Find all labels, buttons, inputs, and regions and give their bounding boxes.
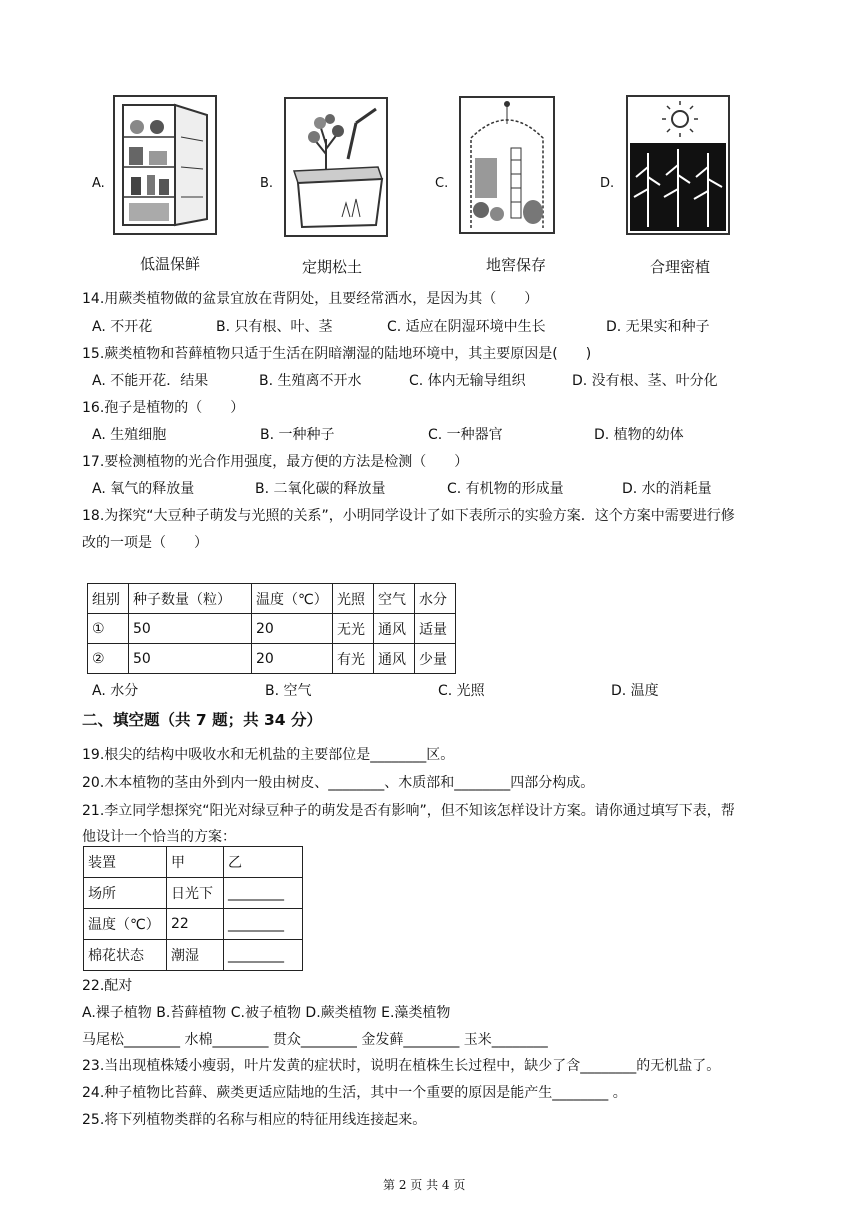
- table-cell: 50: [129, 644, 252, 674]
- section-title: 二、填空题（共 7 题；共 34 分）: [82, 711, 322, 729]
- q18-option-d: D. 温度: [611, 683, 659, 699]
- table-header-cell: 组别: [88, 584, 129, 614]
- table-header-cell: 光照: [333, 584, 374, 614]
- table-row: [88, 644, 456, 674]
- table-cell: 通风: [374, 614, 415, 644]
- table-header-cell: 甲: [167, 847, 224, 878]
- table-header-cell: 乙: [224, 847, 303, 878]
- q14-stem: 14.用蕨类植物做的盆景宜放在背阴处，且要经常洒水，是因为其（ ）: [82, 291, 539, 307]
- q15-option-a: A. 不能开花．结果: [92, 373, 209, 389]
- q21-line2: 他设计一个恰当的方案：: [82, 829, 236, 845]
- q22-choices: A.裸子植物 B.苔藓植物 C.被子植物 D.蕨类植物 E.藻类植物: [82, 1005, 451, 1021]
- page-footer: 第 2 页 共 4 页: [383, 1178, 466, 1192]
- table-header-row: [84, 847, 303, 878]
- q17-stem: 17.要检测植物的光合作用强度，最方便的方法是检测（ ）: [82, 454, 469, 470]
- q14-option-d: D. 无果实和种子: [606, 319, 710, 335]
- table-row: [88, 614, 456, 644]
- table-cell: 22: [167, 909, 224, 940]
- table-header-cell: 水分: [415, 584, 456, 614]
- q18-option-b: B. 空气: [265, 683, 312, 699]
- table-cell: 少量: [415, 644, 456, 674]
- table-header-cell: 种子数量（粒）: [129, 584, 252, 614]
- figure-b-letter: B.: [260, 176, 274, 191]
- q15-stem: 15.蕨类植物和苔藓植物只适于生活在阴暗潮湿的陆地环境中，其主要原因是( ): [82, 346, 592, 362]
- table-cell: 50: [129, 614, 252, 644]
- table-cell: 无光: [333, 614, 374, 644]
- cellar-figure: [459, 96, 555, 234]
- table-cell: 适量: [415, 614, 456, 644]
- q14-option-a: A. 不开花: [92, 319, 153, 335]
- q14-option-c: C. 适应在阴湿环境中生长: [387, 319, 546, 335]
- sun-and-corn-icon: [628, 97, 728, 233]
- q15-option-d: D. 没有根、茎、叶分化: [572, 373, 718, 389]
- q18-option-c: C. 光照: [438, 683, 485, 699]
- figure-a-caption: 低温保鲜: [140, 255, 201, 273]
- table-cell: 潮湿: [167, 940, 224, 971]
- q24-text: 24.种子植物比苔藓、蕨类更适应陆地的生活，其中一个重要的原因是能产生________ 。: [82, 1085, 627, 1101]
- q18-stem-line2: 改的一项是（ ）: [82, 535, 208, 551]
- table-cell: ②: [88, 644, 129, 674]
- q23-text: 23.当出现植株矮小瘦弱，叶片发黄的症状时，说明在植株生长过程中，缺少了含________的无机盐了。: [82, 1058, 721, 1074]
- potted-plant-icon: [286, 99, 386, 235]
- table-cell: 通风: [374, 644, 415, 674]
- table-header-cell: 温度（℃）: [252, 584, 333, 614]
- figure-d-letter: D.: [600, 176, 615, 191]
- q18-option-a: A. 水分: [92, 683, 139, 699]
- q21-line1: 21.李立同学想探究“阳光对绿豆种子的萌发是否有影响”，但不知该怎样设计方案。请你通过填写下表，帮: [82, 803, 735, 819]
- q19-text: 19.根尖的结构中吸收水和无机盐的主要部位是________区。: [82, 747, 455, 763]
- q18-table: [87, 583, 456, 674]
- q17-option-a: A. 氧气的释放量: [92, 481, 195, 497]
- figure-d-caption: 合理密植: [650, 258, 711, 276]
- q17-option-d: D. 水的消耗量: [622, 481, 712, 497]
- answer-blank[interactable]: ________: [224, 940, 303, 971]
- q22-title: 22.配对: [82, 978, 133, 994]
- q20-text: 20.木本植物的茎由外到内一般由树皮、________、木质部和________四部分构成。: [82, 775, 595, 791]
- q16-option-c: C. 一种器官: [428, 427, 503, 443]
- dense-planting-figure: [626, 95, 730, 235]
- q16-option-d: D. 植物的幼体: [594, 427, 684, 443]
- figure-c-letter: C.: [435, 176, 449, 191]
- q17-option-c: C. 有机物的形成量: [447, 481, 564, 497]
- fridge-figure: [113, 95, 217, 235]
- q15-option-c: C. 体内无输导组织: [409, 373, 526, 389]
- q18-stem-line1: 18.为探究“大豆种子萌发与光照的关系”，小明同学设计了如下表所示的实验方案．这个方案中需要进行修: [82, 508, 735, 524]
- table-row: [84, 909, 303, 940]
- q16-stem: 16.孢子是植物的（ ）: [82, 400, 245, 416]
- q14-option-b: B. 只有根、叶、茎: [216, 319, 333, 335]
- figure-b-caption: 定期松土: [302, 258, 363, 276]
- table-header-cell: 装置: [84, 847, 167, 878]
- table-cell: 日光下: [167, 878, 224, 909]
- table-cell: 20: [252, 644, 333, 674]
- table-cell: 棉花状态: [84, 940, 167, 971]
- table-header-row: [88, 584, 456, 614]
- q25-text: 25.将下列植物类群的名称与相应的特征用线连接起来。: [82, 1112, 427, 1128]
- q22-items: 马尾松________ 水棉________ 贯众________ 金发藓________ 玉米________: [82, 1032, 548, 1048]
- table-cell: 场所: [84, 878, 167, 909]
- figure-c-caption: 地窖保存: [486, 256, 547, 274]
- q17-option-b: B. 二氧化碳的释放量: [255, 481, 386, 497]
- loosening-soil-figure: [284, 97, 388, 237]
- table-cell: 温度（℃）: [84, 909, 167, 940]
- table-cell: 20: [252, 614, 333, 644]
- table-cell: 有光: [333, 644, 374, 674]
- fridge-icon: [115, 97, 215, 233]
- answer-blank[interactable]: ________: [224, 909, 303, 940]
- answer-blank[interactable]: ________: [224, 878, 303, 909]
- table-header-cell: 空气: [374, 584, 415, 614]
- q21-table: [83, 846, 303, 971]
- table-cell: ①: [88, 614, 129, 644]
- q15-option-b: B. 生殖离不开水: [259, 373, 362, 389]
- table-row: [84, 878, 303, 909]
- q16-option-a: A. 生殖细胞: [92, 427, 167, 443]
- cellar-icon: [461, 98, 553, 232]
- q16-option-b: B. 一种种子: [260, 427, 335, 443]
- table-row: [84, 940, 303, 971]
- figure-a-letter: A.: [92, 176, 105, 191]
